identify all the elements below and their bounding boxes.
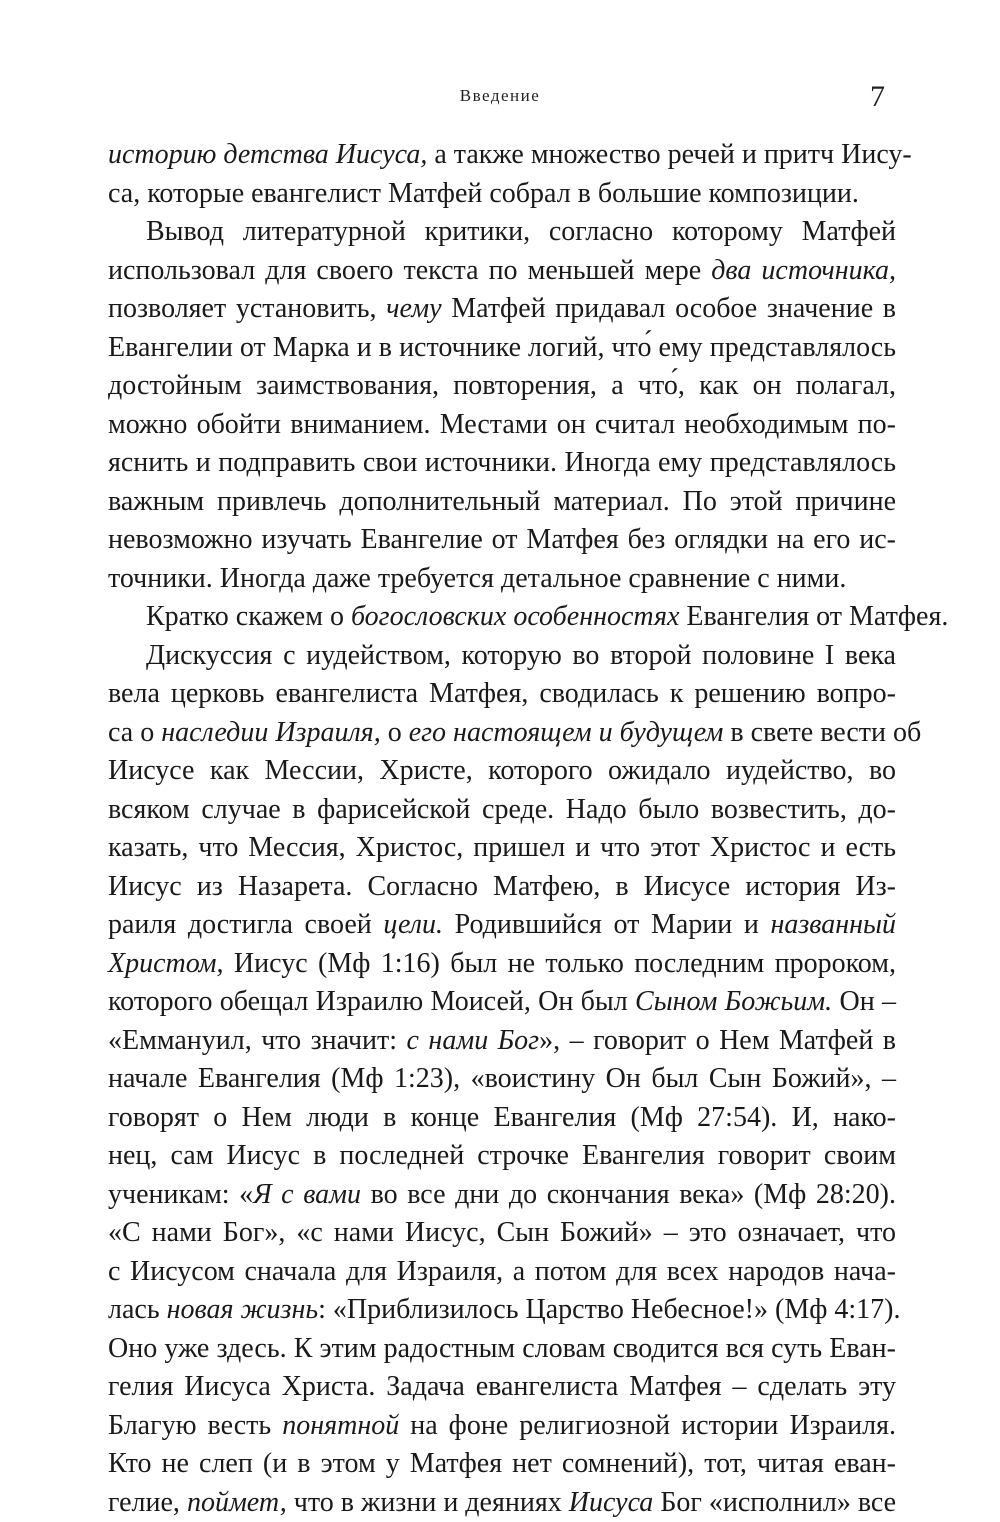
text-line (108, 483, 896, 522)
text-run: нец, сам Иисус в последней строчке Евангелия говорит своим (108, 1140, 896, 1171)
text-line (108, 752, 896, 791)
text-run: в свете вести об (723, 717, 921, 748)
text-line (108, 1484, 896, 1522)
text-run: Евангелии от Марка и в источнике логий, что́ ему представлялось (108, 332, 896, 363)
text-line (108, 175, 896, 214)
text-run: можно обойти вниманием. Местами он считал необходимым по- (108, 409, 896, 440)
text-run: са, которые евангелист Матфей собрал в большие композиции. (108, 178, 859, 209)
italic-text: наследии Израиля, (161, 717, 381, 748)
text-run: Иисус (Мф 1:16) был не только последним пророком, (224, 948, 896, 979)
text-line (108, 1022, 896, 1061)
text-run: », – говорит о Нем Матфей в (539, 1025, 896, 1056)
text-line (108, 1368, 896, 1407)
text-run: «Еммануил, что значит: (108, 1025, 407, 1056)
italic-text: Сыном Божьим. (635, 986, 832, 1017)
text-line (108, 290, 896, 329)
text-run: во все дни до скончания века» (Мф 28:20). (361, 1179, 896, 1210)
text-run: раиля достигла своей (108, 909, 383, 940)
text-run: начале Евангелия (Мф 1:23), «воистину Он был Сын Божий», – (108, 1063, 896, 1094)
text-run: лась (108, 1294, 167, 1325)
text-run: на фоне религиозной истории Израиля. (399, 1410, 896, 1441)
italic-text: богословских особенностях (351, 601, 679, 632)
italic-text: чему (386, 293, 441, 324)
text-line (108, 213, 896, 252)
text-line (108, 637, 896, 676)
text-run: : «Приблизилось Царство Небесное!» (Мф 4:17). (318, 1294, 900, 1325)
italic-text: историю детства Иисуса, (108, 139, 427, 170)
text-run: позволяет установить, (108, 293, 386, 324)
text-line (108, 945, 896, 984)
text-run: са о (108, 717, 161, 748)
text-line (108, 1330, 896, 1369)
italic-text: его настоящем и будущем (409, 717, 724, 748)
text-run: Кто не слеп (и в этом у Матфея нет сомнений), тот, читая еван- (108, 1448, 896, 1479)
text-run: точники. Иногда даже требуется детальное сравнение с ними. (108, 563, 846, 594)
text-line (108, 675, 896, 714)
text-run: Иисус из Назарета. Согласно Матфею, в Иисусе история Из- (108, 871, 896, 902)
text-line (108, 906, 896, 945)
italic-text: Иисуса (569, 1487, 654, 1518)
page-number: 7 (870, 80, 885, 114)
text-run: гелие, (108, 1487, 187, 1518)
text-run: «С нами Бог», «с нами Иисус, Сын Божий» – это означает, что (108, 1217, 896, 1248)
text-run: Он – (832, 986, 896, 1017)
text-run: ученикам: « (108, 1179, 253, 1210)
text-line (108, 829, 896, 868)
text-run: говорят о Нем люди в конце Евангелия (Мф 27:54). И, нако- (108, 1102, 896, 1133)
text-run: Благую весть (108, 1410, 282, 1441)
text-line (108, 1253, 896, 1292)
text-run: Бог «исполнил» все (653, 1487, 896, 1518)
text-line (108, 1060, 896, 1099)
text-line (108, 444, 896, 483)
text-line (108, 1137, 896, 1176)
text-run: важным привлечь дополнительный материал. По этой причине (108, 486, 896, 517)
text-run: с Иисусом сначала для Израиля, а потом для всех народов нача- (108, 1256, 896, 1287)
text-run: о (381, 717, 409, 748)
italic-text: два источника, (711, 255, 896, 286)
text-line (108, 791, 896, 830)
text-line (108, 1099, 896, 1138)
text-run: яснить и подправить свои источники. Иногда ему представлялось (108, 447, 896, 478)
text-line (108, 560, 896, 599)
text-line (108, 1407, 896, 1446)
text-line (108, 598, 896, 637)
text-run: вела церковь евангелиста Матфея, сводилась к решению вопро- (108, 678, 896, 709)
text-line (108, 714, 896, 753)
italic-text: цели. (383, 909, 443, 940)
text-line (108, 329, 896, 368)
text-run: использовал для своего текста по меньшей мере (108, 255, 711, 286)
text-line (108, 406, 896, 445)
text-run: Иисусе как Мессии, Христе, которого ожидало иудейство, во (108, 755, 896, 786)
text-line (108, 1214, 896, 1253)
text-run: Дискуссия с иудейством, которую во второй половине I века (146, 640, 896, 671)
italic-text: Я с вами (253, 1179, 361, 1210)
text-run: которого обещал Израилю Моисей, Он был (108, 986, 635, 1017)
text-line (108, 252, 896, 291)
italic-text: названный (770, 909, 896, 940)
italic-text: с нами Бог (407, 1025, 540, 1056)
text-run: что в жизни и деяниях (287, 1487, 569, 1518)
text-run: всяком случае в фарисейской среде. Надо было возвестить, до- (108, 794, 896, 825)
body-text (108, 136, 896, 1522)
text-run: казать, что Мессия, Христос, пришел и что этот Христос и есть (108, 832, 896, 863)
italic-text: поймет, (187, 1487, 287, 1518)
italic-text: Христом, (108, 948, 224, 979)
text-line (108, 367, 896, 406)
italic-text: понятной (282, 1410, 399, 1441)
text-line (108, 868, 896, 907)
text-line (108, 521, 896, 560)
italic-text: новая жизнь (167, 1294, 318, 1325)
text-run: Оно уже здесь. К этим радостным словам сводится вся суть Еван- (108, 1333, 896, 1364)
text-line (108, 983, 896, 1022)
text-run: достойным заимствования, повторения, а что́, как он полагал, (108, 370, 896, 401)
text-run: Евангелия от Матфея. (679, 601, 948, 632)
text-run: а также множество речей и притч Иису- (427, 139, 911, 170)
text-line (108, 1176, 896, 1215)
text-run: Матфей придавал особое значение в (442, 293, 896, 324)
text-run: гелия Иисуса Христа. Задача евангелиста Матфея – сделать эту (108, 1371, 896, 1402)
text-line (108, 1445, 896, 1484)
text-line (108, 1291, 896, 1330)
text-run: невозможно изучать Евангелие от Матфея без оглядки на его ис- (108, 524, 896, 555)
text-run: Кратко скажем о (146, 601, 351, 632)
running-title: Введение (0, 86, 1000, 106)
text-line (108, 136, 896, 175)
text-run: Родившийся от Марии и (443, 909, 771, 940)
text-run: Вывод литературной критики, согласно которому Матфей (146, 216, 896, 247)
